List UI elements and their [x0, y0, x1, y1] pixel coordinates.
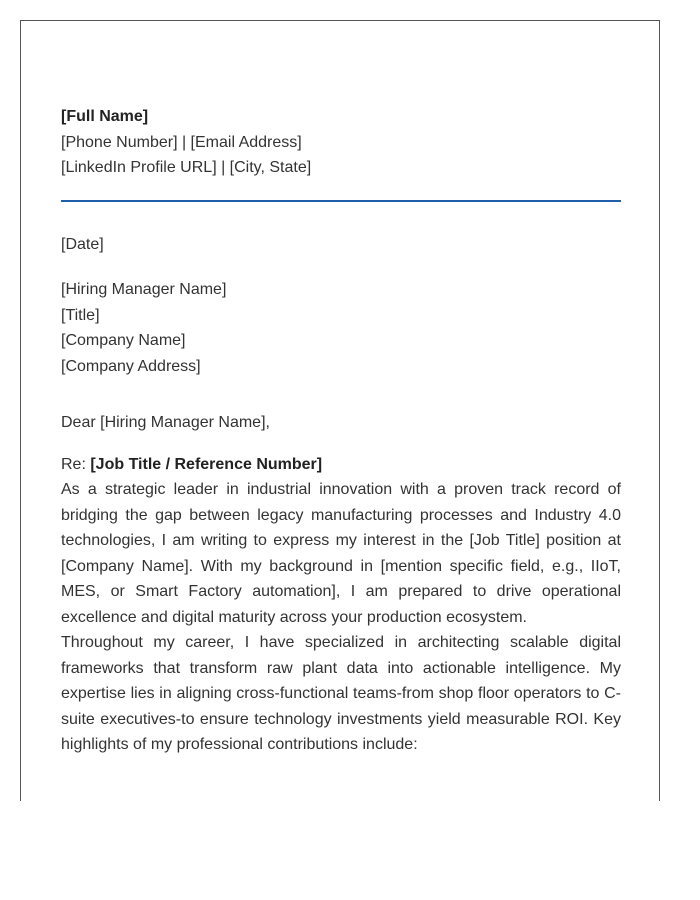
recipient-title: [Title]	[61, 306, 100, 324]
document-page	[20, 20, 660, 801]
full-name: [Full Name]	[61, 108, 149, 125]
header-divider	[61, 200, 621, 202]
contact-line: [Phone Number] | [Email Address]	[61, 133, 302, 151]
recipient-address	[61, 277, 621, 379]
reference-subject: [Job Title / Reference Number]	[90, 455, 323, 473]
body-paragraph-1: As a strategic leader in industrial innovation with a proven track record of bridging the gap between legacy manufacturing processes and Industry 4.0 technologies, I am writing to express my interest in the [Job Title] position at [Company Name]. With my background in [mention specific field, e.g., IIoT, MES, or Smart Factory automation], I am prepared to drive operational excellence and digital maturity across your production ecosystem.	[61, 481, 621, 626]
reference-line	[61, 452, 621, 478]
letter-content	[61, 104, 621, 758]
date: [Date]	[61, 235, 104, 253]
reference-prefix: Re:	[61, 455, 91, 473]
salutation: Dear [Hiring Manager Name],	[61, 414, 270, 431]
hiring-manager-name: [Hiring Manager Name]	[61, 281, 227, 298]
location-line: [LinkedIn Profile URL] | [City, State]	[61, 159, 312, 176]
company-name: [Company Name]	[61, 332, 186, 349]
company-address: [Company Address]	[61, 357, 201, 375]
body-paragraph-2: Throughout my career, I have specialized in architecting scalable digital frameworks that transform raw plant data into actionable intelligence. My expertise lies in aligning cross-functional teams-from shop floor operators to C-suite executives-to ensure technology investments yield measurable ROI. Key highlights of my professional contributions include:	[61, 634, 621, 753]
